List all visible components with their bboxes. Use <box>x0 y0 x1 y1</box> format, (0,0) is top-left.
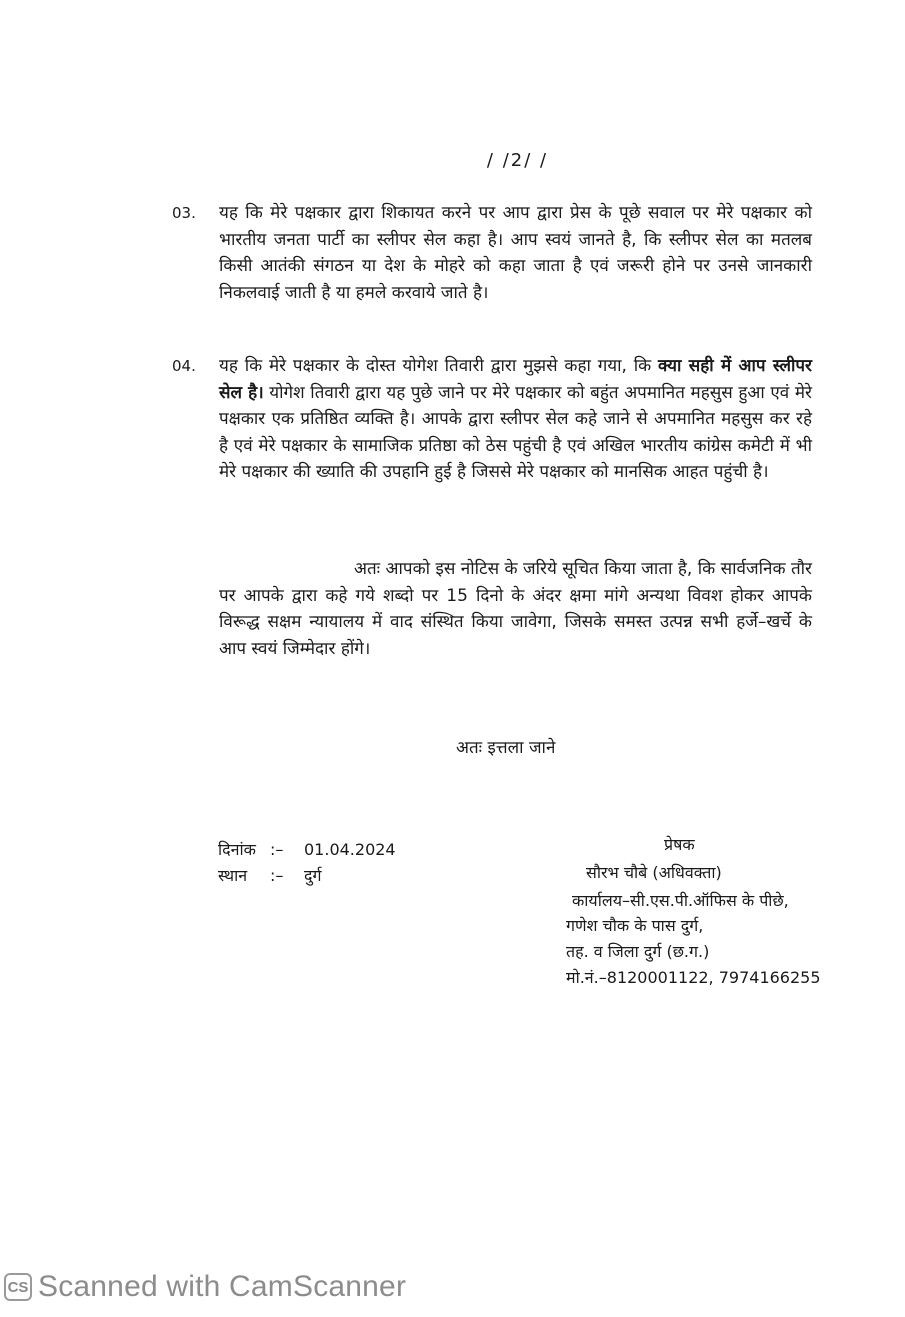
quoted-question: क्या सही में आप स्लीपर सेल है। <box>219 356 812 403</box>
sender-address-line: गणेश चौक के पास दुर्ग, <box>566 916 704 935</box>
paragraph-text-end: योगेश तिवारी द्वारा यह पुछे जाने पर मेरे पक्षकार को बहुंत अपमानित महसुस हुआ एवं मेरे पक्षकार एक प्रतिष्ठित व्यक्ति है। आपके द्वारा स्लीपर सेल कहे जाने से अपमानित महसुस कर रहे है एवं मेरे पक्षकार के सामाजिक प्रतिष्ठा को ठेस पहुंची है एवं अखिल भारतीय कांग्रेस कमेटी में भी मेरे पक्षकार की ख्याति की उपहानि हुई है जिससे मेरे पक्षकार को मानसिक आहत पहुंची है। <box>219 382 812 482</box>
paragraph-text: यह कि मेरे पक्षकार द्वारा शिकायत करने पर आप द्वारा प्रेस के पूछे सवाल पर मेरे पक्षकार को भारतीय जनता पार्टी का स्लीपर सेल कहा है। आप स्वयं जानते है, कि स्लीपर सेल का मतलब किसी आतंकी संगठन या देश के मोहरे को कहा जाता है एवं जरूरी होने पर उनसे जानकारी निकलवाई जाती है या हमले करवाये जाते है। <box>219 203 812 303</box>
date-label: दिनांक <box>218 840 256 859</box>
place-separator: :– <box>270 866 284 885</box>
place-value: दुर्ग <box>304 866 322 885</box>
paragraph-text-start: यह कि मेरे पक्षकार के दोस्त योगेश तिवारी द्वारा मुझसे कहा गया, कि <box>219 356 659 376</box>
sender-address-line: कार्यालय–सी.एस.पी.ऑफिस के पीछे, <box>572 891 789 910</box>
date-separator: :– <box>270 840 284 859</box>
notice-text: अतः आपको इस नोटिस के जरिये सूचित किया जाता है, कि सार्वजनिक तौर पर आपके द्वारा कहे गये शब्दो पर 15 दिनो के अंदर क्षमा मांगे अन्यथा विवश होकर आपके विरूद्ध सक्षम न्यायालय में वाद संस्थित किया जावेगा, जिसके समस्त उत्पन्न सभी हर्जे–खर्चे के आप स्वयं जिम्मेदार होंगे। <box>219 559 812 659</box>
paragraph-text <box>219 353 812 486</box>
sender-phone: मो.नं.–8120001122, 7974166255 <box>566 968 821 987</box>
date-line <box>218 838 396 860</box>
paragraph-number: 03. <box>172 204 196 222</box>
place-line <box>218 864 322 886</box>
scanner-watermark <box>4 1270 406 1304</box>
page-number: / /2/ / <box>486 150 549 171</box>
sender-address-line: तह. व जिला दुर्ग (छ.ग.) <box>566 942 710 961</box>
camscanner-logo-icon: CS <box>4 1273 32 1301</box>
date-value: 01.04.2024 <box>304 840 396 859</box>
notice-paragraph <box>219 556 812 662</box>
place-label: स्थान <box>218 866 248 885</box>
sender-name: सौरभ चौबे (अधिवक्ता) <box>586 863 722 882</box>
closing-line: अतः इत्तला जाने <box>456 738 556 758</box>
paragraph-04 <box>172 353 812 486</box>
scanner-watermark-text: Scanned with CamScanner <box>38 1270 407 1303</box>
paragraph-number: 04. <box>172 357 196 375</box>
paragraph-03 <box>172 200 812 306</box>
sender-heading: प्रेषक <box>664 835 695 854</box>
